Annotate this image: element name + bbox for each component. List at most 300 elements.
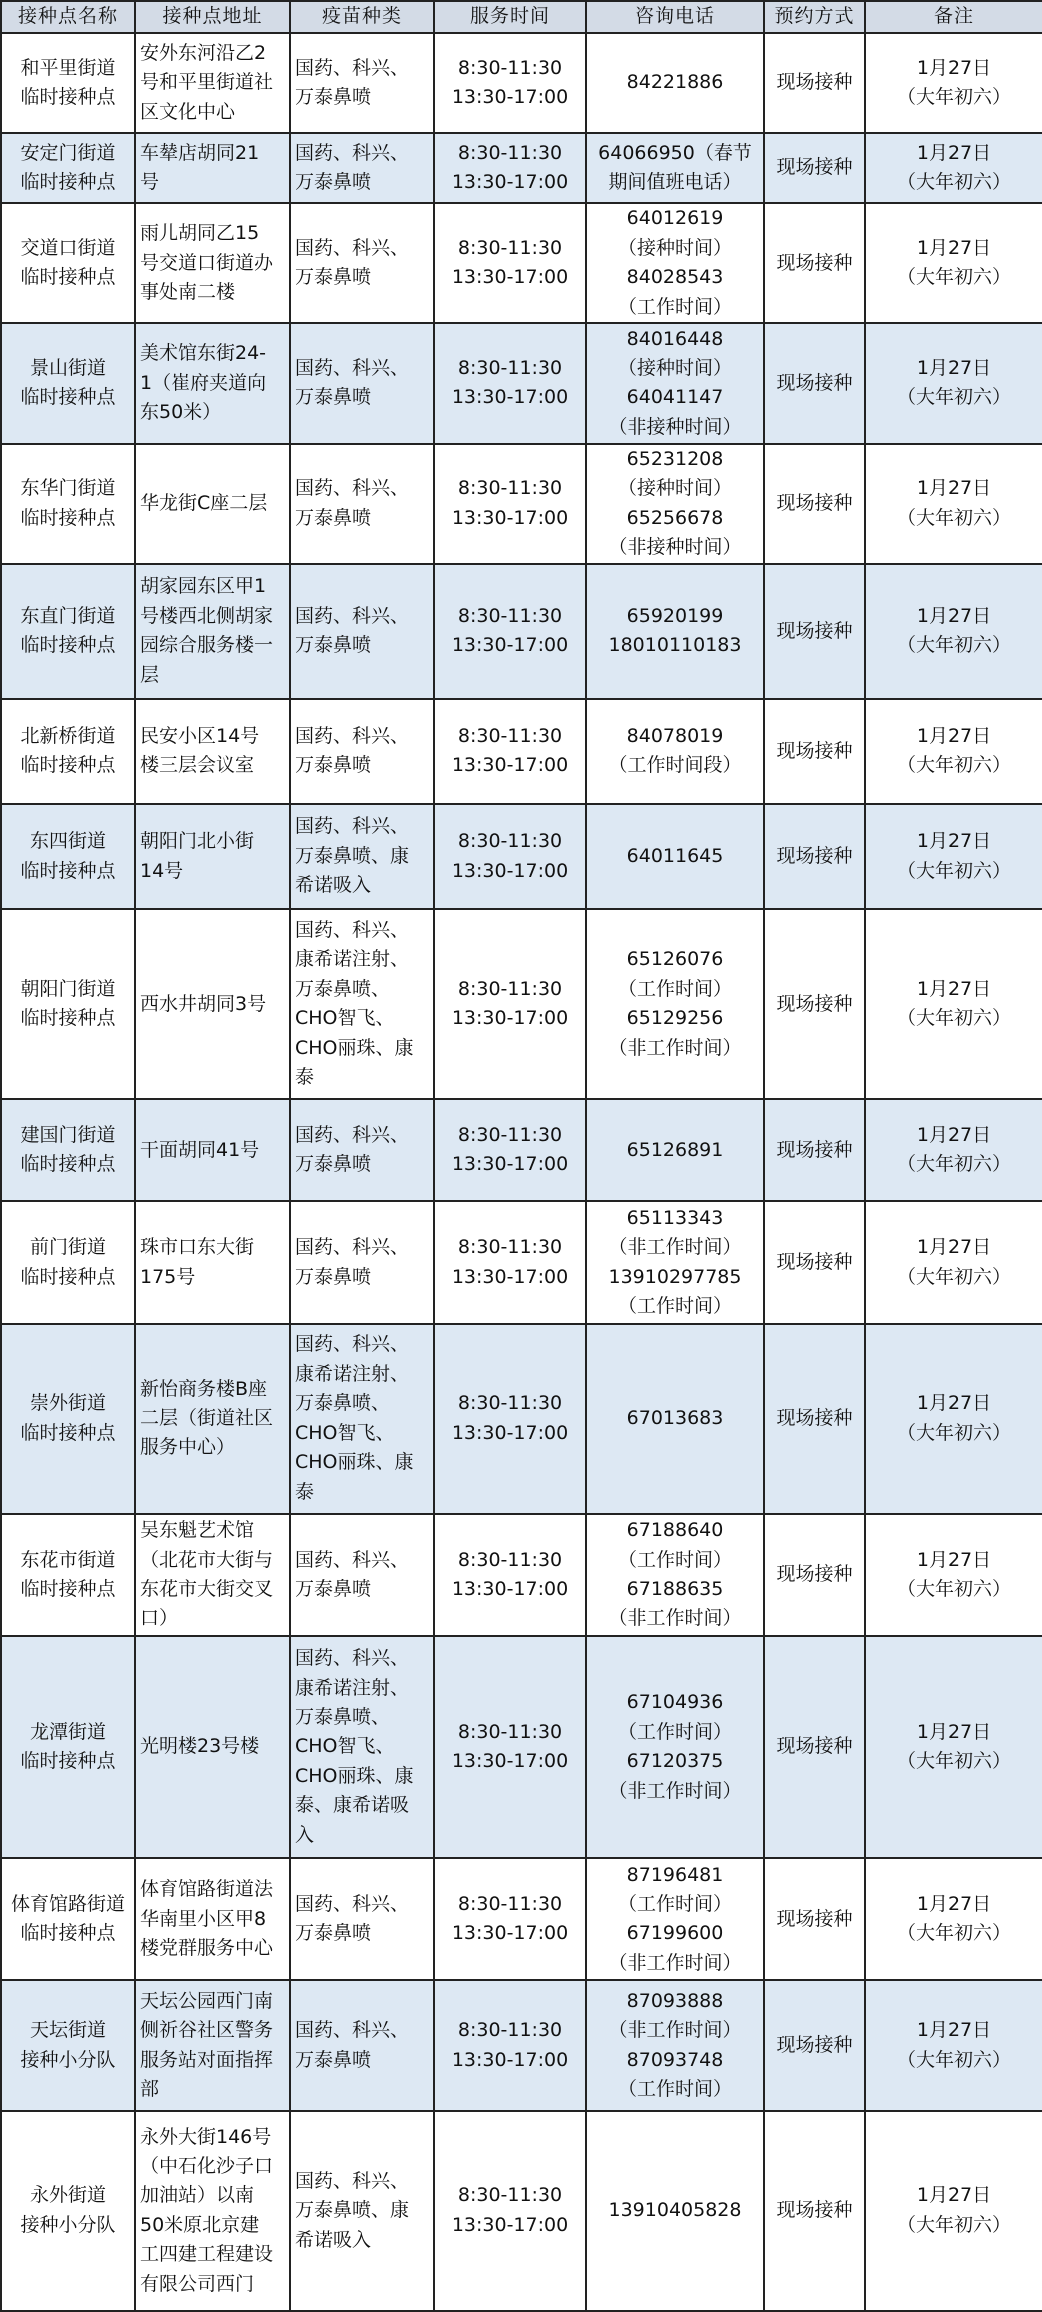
- phone-line: （非接种时间）: [608, 415, 742, 438]
- phone-cell: [586, 1324, 764, 1514]
- address-cell: [135, 1636, 290, 1858]
- vaccine-types-line: 泰、康希诺吸: [295, 1794, 410, 1817]
- address-line: 事处南二楼: [140, 281, 236, 303]
- address-line: 号交道口街道办: [140, 251, 274, 274]
- phone-line: （接种时间）: [617, 236, 732, 259]
- service-hours-cell: [434, 323, 586, 443]
- site-name-line: 安定门街道: [20, 141, 116, 164]
- phone-line: （非工作时间）: [608, 1236, 742, 1259]
- address-line: 号: [140, 171, 160, 194]
- address-cell: [135, 323, 290, 443]
- phone-cell: [586, 1201, 764, 1323]
- service-hours-line: 8:30-11:30: [457, 236, 563, 259]
- site-name-line: 交道口街道: [20, 236, 116, 259]
- remarks-line: 1月27日: [916, 477, 992, 500]
- remarks-cell: [865, 1201, 1042, 1323]
- service-hours-line: 13:30-17:00: [451, 266, 569, 289]
- remarks-line: （大年初六）: [896, 634, 1011, 657]
- phone-line: 65129256: [626, 1007, 724, 1030]
- vaccine-types-line: 入: [295, 1823, 315, 1846]
- remarks-line: 1月27日: [916, 357, 992, 379]
- site-name-line: 和平里街道: [20, 56, 116, 79]
- service-hours-line: 8:30-11:30: [457, 2019, 563, 2042]
- vaccine-types-line: 国药、科兴、: [295, 2019, 410, 2042]
- booking-method-cell: 现场接种: [764, 2111, 865, 2311]
- remarks-cell: [865, 203, 1042, 323]
- vaccine-types-line: 国药、科兴、: [295, 1333, 410, 1356]
- site-name-cell: [1, 203, 135, 323]
- vaccine-types-line: 万泰鼻喷、康: [295, 2199, 410, 2222]
- phone-line: 64066950（春节: [598, 141, 752, 164]
- vaccine-types-line: 康希诺注射、: [295, 948, 410, 971]
- site-name-line: 崇外街道: [29, 1392, 106, 1415]
- vaccine-types-line: 希诺吸入: [295, 2228, 372, 2251]
- address-line: （中石化沙子口: [140, 2154, 274, 2177]
- phone-line: 67013683: [626, 1407, 724, 1430]
- phone-line: （工作时间）: [617, 1548, 732, 1571]
- address-line: 号楼西北侧胡家: [140, 604, 274, 627]
- remarks-line: 1月27日: [916, 830, 992, 853]
- phone-line: （接种时间）: [617, 477, 732, 500]
- table-row: [1, 909, 1042, 1099]
- vaccine-types-line: 万泰鼻喷: [295, 506, 372, 529]
- phone-line: （工作时间段）: [608, 754, 742, 777]
- vaccine-types-line: 国药、科兴、: [295, 1548, 410, 1571]
- vaccine-types-line: 万泰鼻喷: [295, 2048, 372, 2071]
- phone-line: 84028543: [626, 266, 724, 289]
- table-body: [1, 33, 1042, 2311]
- header-site-name: 接种点名称: [1, 1, 135, 33]
- phone-line: （工作时间）: [617, 977, 732, 1000]
- site-name-line: 临时接种点: [20, 754, 116, 777]
- phone-line: 67188640: [626, 1519, 724, 1542]
- remarks-line: （大年初六）: [896, 1750, 1011, 1773]
- booking-method-cell: 现场接种: [764, 323, 865, 443]
- address-cell: [135, 1514, 290, 1636]
- booking-method-cell: 现场接种: [764, 1201, 865, 1323]
- phone-cell: [586, 2111, 764, 2311]
- service-hours-line: 8:30-11:30: [457, 724, 563, 747]
- site-name-line: 体育馆路街道: [10, 1892, 125, 1915]
- site-name-line: 北新桥街道: [20, 724, 116, 747]
- phone-line: 67120375: [626, 1750, 724, 1773]
- vaccine-types-line: 国药、科兴、: [295, 918, 410, 941]
- vaccine-types-line: 万泰鼻喷、: [295, 1706, 391, 1729]
- service-hours-cell: [434, 1980, 586, 2110]
- address-cell: [135, 1201, 290, 1323]
- vaccine-types-line: 国药、科兴、: [295, 141, 410, 164]
- address-line: 干面胡同41号: [140, 1138, 260, 1161]
- phone-line: 65126076: [626, 948, 724, 971]
- vaccine-types-line: 万泰鼻喷: [295, 754, 372, 777]
- remarks-cell: [865, 133, 1042, 203]
- table-row: [1, 1636, 1042, 1858]
- vaccine-types-line: 康希诺注射、: [295, 1676, 410, 1699]
- address-cell: [135, 2111, 290, 2311]
- vaccine-types-line: 万泰鼻喷: [295, 1577, 372, 1600]
- header-phone: 咨询电话: [586, 1, 764, 33]
- service-hours-line: 8:30-11:30: [457, 830, 563, 853]
- phone-cell: [586, 1636, 764, 1858]
- service-hours-cell: [434, 444, 586, 564]
- service-hours-cell: [434, 1636, 586, 1858]
- remarks-cell: [865, 699, 1042, 804]
- phone-cell: [586, 564, 764, 699]
- phone-line: 87093748: [626, 2048, 724, 2071]
- site-name-line: 临时接种点: [20, 1577, 116, 1600]
- site-name-cell: [1, 564, 135, 699]
- remarks-line: 1月27日: [916, 2184, 992, 2207]
- phone-line: 64041147: [626, 386, 724, 409]
- site-name-line: 临时接种点: [20, 1007, 116, 1030]
- site-name-line: 东花市街道: [20, 1548, 116, 1571]
- service-hours-line: 13:30-17:00: [451, 1421, 569, 1444]
- address-cell: [135, 804, 290, 909]
- phone-line: 64011645: [626, 844, 724, 867]
- vaccine-types-cell: [290, 1099, 434, 1201]
- table-row: [1, 2111, 1042, 2311]
- phone-line: 65113343: [626, 1206, 724, 1229]
- site-name-cell: [1, 33, 135, 133]
- vaccine-types-line: 国药、科兴、: [295, 236, 410, 259]
- remarks-line: （大年初六）: [896, 859, 1011, 882]
- table-row: [1, 804, 1042, 909]
- phone-line: 18010110183: [608, 634, 742, 657]
- service-hours-cell: [434, 804, 586, 909]
- service-hours-line: 13:30-17:00: [451, 1153, 569, 1176]
- service-hours-line: 8:30-11:30: [457, 56, 563, 79]
- booking-method-cell: 现场接种: [764, 444, 865, 564]
- site-name-line: 天坛街道: [29, 2019, 106, 2042]
- vaccine-types-line: CHO丽珠、康: [295, 1764, 414, 1787]
- phone-line: （非工作时间）: [608, 1036, 742, 1059]
- address-line: 美术馆东街24-: [140, 342, 267, 365]
- site-name-line: 接种小分队: [20, 2213, 116, 2236]
- remarks-line: 1月27日: [916, 1548, 992, 1571]
- site-name-cell: [1, 1201, 135, 1323]
- vaccine-types-line: 国药、科兴、: [295, 1236, 410, 1259]
- address-line: 加油站）以南: [140, 2184, 255, 2207]
- address-line: 车辇店胡同21: [140, 141, 260, 164]
- vaccine-types-line: 万泰鼻喷、康: [295, 844, 410, 867]
- vaccine-types-cell: [290, 1980, 434, 2110]
- service-hours-cell: [434, 564, 586, 699]
- service-hours-line: 8:30-11:30: [457, 604, 563, 627]
- site-name-line: 朝阳门街道: [20, 977, 116, 1000]
- phone-line: 64012619: [626, 207, 724, 230]
- phone-cell: [586, 1514, 764, 1636]
- phone-line: （工作时间）: [617, 295, 732, 318]
- address-line: 华南里小区甲8: [140, 1907, 267, 1930]
- address-line: 朝阳门北小街: [140, 830, 255, 853]
- vaccine-types-line: 万泰鼻喷: [295, 266, 372, 289]
- address-line: 工四建工程建设: [140, 2243, 274, 2266]
- site-name-line: 临时接种点: [20, 859, 116, 882]
- vaccine-types-line: 万泰鼻喷、: [295, 1392, 391, 1415]
- service-hours-cell: [434, 1099, 586, 1201]
- table-row: [1, 444, 1042, 564]
- address-cell: [135, 444, 290, 564]
- service-hours-line: 8:30-11:30: [457, 1720, 563, 1743]
- table-row: [1, 564, 1042, 699]
- booking-method-cell: 现场接种: [764, 133, 865, 203]
- address-line: 园综合服务楼一: [140, 634, 274, 657]
- remarks-line: （大年初六）: [896, 266, 1011, 289]
- table-row: [1, 1324, 1042, 1514]
- remarks-line: 1月27日: [916, 2019, 992, 2042]
- site-name-line: 永外街道: [29, 2184, 106, 2207]
- address-line: 口）: [140, 1607, 179, 1630]
- phone-line: （工作时间）: [617, 1294, 732, 1317]
- header-vaccine-types: 疫苗种类: [290, 1, 434, 33]
- address-line: 1（崔府夹道向: [140, 371, 267, 394]
- address-line: 服务站对面指挥: [140, 2048, 274, 2071]
- phone-line: 67188635: [626, 1577, 724, 1600]
- service-hours-line: 8:30-11:30: [457, 141, 563, 164]
- booking-method-cell: 现场接种: [764, 564, 865, 699]
- booking-method-cell: 现场接种: [764, 804, 865, 909]
- booking-method-cell: 现场接种: [764, 1514, 865, 1636]
- table-header-row: [1, 1, 1042, 33]
- vaccine-types-line: 国药、科兴、: [295, 2169, 410, 2192]
- vaccine-types-cell: [290, 323, 434, 443]
- site-name-line: 临时接种点: [20, 1750, 116, 1773]
- remarks-cell: [865, 1636, 1042, 1858]
- header-remarks: 备注: [865, 1, 1042, 33]
- remarks-line: 1月27日: [916, 1720, 992, 1743]
- address-line: 14号: [140, 859, 184, 882]
- remarks-line: （大年初六）: [896, 2213, 1011, 2236]
- service-hours-cell: [434, 1858, 586, 1980]
- site-name-line: 龙潭街道: [29, 1720, 106, 1743]
- remarks-line: （大年初六）: [896, 1265, 1011, 1288]
- remarks-cell: [865, 2111, 1042, 2311]
- site-name-cell: [1, 1980, 135, 2110]
- site-name-cell: [1, 1324, 135, 1514]
- table-row: [1, 33, 1042, 133]
- service-hours-line: 8:30-11:30: [457, 2184, 563, 2207]
- vaccine-types-cell: [290, 699, 434, 804]
- remarks-cell: [865, 804, 1042, 909]
- address-line: 体育馆路街道法: [140, 1878, 274, 1901]
- address-line: 永外大街146号: [140, 2125, 272, 2148]
- remarks-line: （大年初六）: [896, 1922, 1011, 1945]
- phone-line: （接种时间）: [617, 357, 732, 379]
- vaccine-types-line: 万泰鼻喷: [295, 1922, 372, 1945]
- address-line: 新怡商务楼B座: [140, 1377, 268, 1400]
- service-hours-line: 13:30-17:00: [451, 1007, 569, 1030]
- address-cell: [135, 564, 290, 699]
- remarks-cell: [865, 564, 1042, 699]
- vaccine-types-cell: [290, 1636, 434, 1858]
- vaccine-types-line: CHO丽珠、康: [295, 1036, 414, 1059]
- vaccine-types-cell: [290, 1514, 434, 1636]
- service-hours-line: 8:30-11:30: [457, 1236, 563, 1259]
- vaccine-types-cell: [290, 1201, 434, 1323]
- table-row: [1, 1514, 1042, 1636]
- service-hours-line: 13:30-17:00: [451, 506, 569, 529]
- site-name-line: 东直门街道: [20, 604, 116, 627]
- vaccine-types-line: 万泰鼻喷、: [295, 977, 391, 1000]
- service-hours-line: 13:30-17:00: [451, 634, 569, 657]
- site-name-cell: [1, 1858, 135, 1980]
- address-line: 民安小区14号: [140, 724, 260, 747]
- service-hours-line: 8:30-11:30: [457, 477, 563, 500]
- site-name-cell: [1, 804, 135, 909]
- vaccine-types-line: 万泰鼻喷: [295, 386, 372, 409]
- phone-line: （工作时间）: [617, 2077, 732, 2100]
- address-line: 东花市大街交叉: [140, 1577, 274, 1600]
- remarks-line: 1月27日: [916, 236, 992, 259]
- address-line: 胡家园东区甲1: [140, 575, 267, 598]
- address-line: 层: [140, 663, 160, 686]
- phone-line: 65231208: [626, 447, 724, 470]
- address-line: 有限公司西门: [140, 2272, 255, 2295]
- phone-line: （非工作时间）: [608, 1607, 742, 1630]
- phone-line: 65920199: [626, 604, 724, 627]
- vaccine-types-cell: [290, 1858, 434, 1980]
- remarks-cell: [865, 1514, 1042, 1636]
- vaccine-types-line: 万泰鼻喷: [295, 1153, 372, 1176]
- site-name-line: 临时接种点: [20, 171, 116, 194]
- service-hours-cell: [434, 1514, 586, 1636]
- phone-line: 84016448: [626, 327, 724, 350]
- address-cell: [135, 1324, 290, 1514]
- site-name-line: 接种小分队: [20, 2048, 116, 2071]
- site-name-line: 东四街道: [29, 830, 106, 853]
- phone-cell: [586, 133, 764, 203]
- remarks-line: 1月27日: [916, 141, 992, 164]
- remarks-line: 1月27日: [916, 724, 992, 747]
- phone-line: 87196481: [626, 1863, 724, 1886]
- vaccine-types-line: 国药、科兴、: [295, 604, 410, 627]
- phone-line: （工作时间）: [617, 1720, 732, 1743]
- remarks-cell: [865, 1980, 1042, 2110]
- site-name-cell: [1, 323, 135, 443]
- service-hours-line: 8:30-11:30: [457, 357, 563, 379]
- site-name-line: 东华门街道: [20, 477, 116, 500]
- remarks-line: 1月27日: [916, 604, 992, 627]
- remarks-line: 1月27日: [916, 977, 992, 1000]
- table-row: [1, 133, 1042, 203]
- address-line: 区文化中心: [140, 100, 236, 123]
- service-hours-line: 8:30-11:30: [457, 1392, 563, 1415]
- remarks-cell: [865, 323, 1042, 443]
- phone-line: （非工作时间）: [608, 1779, 742, 1802]
- address-line: 东50米）: [140, 401, 222, 424]
- remarks-line: （大年初六）: [896, 506, 1011, 529]
- remarks-line: （大年初六）: [896, 754, 1011, 777]
- phone-cell: [586, 909, 764, 1099]
- vaccine-types-cell: [290, 1324, 434, 1514]
- service-hours-line: 13:30-17:00: [451, 1577, 569, 1600]
- remarks-line: 1月27日: [916, 56, 992, 79]
- remarks-line: （大年初六）: [896, 171, 1011, 194]
- service-hours-line: 8:30-11:30: [457, 1548, 563, 1571]
- phone-line: 84221886: [626, 71, 724, 94]
- service-hours-cell: [434, 909, 586, 1099]
- address-line: 西水井胡同3号: [140, 992, 267, 1015]
- vaccine-types-line: CHO智飞、: [295, 1007, 395, 1030]
- address-cell: [135, 203, 290, 323]
- address-line: 部: [140, 2077, 160, 2100]
- site-name-line: 临时接种点: [20, 386, 116, 409]
- booking-method-cell: 现场接种: [764, 33, 865, 133]
- phone-line: 67199600: [626, 1922, 724, 1945]
- phone-line: （工作时间）: [617, 1892, 732, 1915]
- phone-line: （非工作时间）: [608, 2019, 742, 2042]
- remarks-line: （大年初六）: [896, 1007, 1011, 1030]
- address-line: 50米原北京建: [140, 2213, 260, 2236]
- site-name-line: 前门街道: [29, 1236, 106, 1259]
- site-name-cell: [1, 699, 135, 804]
- phone-line: （非工作时间）: [608, 1951, 742, 1974]
- vaccine-types-line: 国药、科兴、: [295, 815, 410, 838]
- service-hours-cell: [434, 1324, 586, 1514]
- service-hours-line: 13:30-17:00: [451, 1750, 569, 1773]
- phone-cell: [586, 804, 764, 909]
- table-row: [1, 699, 1042, 804]
- remarks-cell: [865, 1324, 1042, 1514]
- header-address: 接种点地址: [135, 1, 290, 33]
- service-hours-cell: [434, 699, 586, 804]
- remarks-cell: [865, 1858, 1042, 1980]
- vaccine-types-line: 国药、科兴、: [295, 357, 410, 379]
- booking-method-cell: 现场接种: [764, 1099, 865, 1201]
- vaccine-types-line: CHO智飞、: [295, 1421, 395, 1444]
- remarks-line: （大年初六）: [896, 386, 1011, 409]
- address-line: 服务中心）: [140, 1436, 236, 1459]
- site-name-line: 临时接种点: [20, 506, 116, 529]
- phone-cell: [586, 203, 764, 323]
- service-hours-line: 13:30-17:00: [451, 1265, 569, 1288]
- remarks-line: （大年初六）: [896, 1153, 1011, 1176]
- address-line: 华龙街C座二层: [140, 491, 268, 514]
- address-line: 光明楼23号楼: [140, 1735, 260, 1758]
- site-name-cell: [1, 133, 135, 203]
- phone-line: 13910297785: [608, 1265, 742, 1288]
- vaccine-types-line: 万泰鼻喷: [295, 171, 372, 194]
- vaccine-types-line: 国药、科兴、: [295, 56, 410, 79]
- phone-cell: [586, 444, 764, 564]
- phone-cell: [586, 1099, 764, 1201]
- vaccine-types-line: CHO丽珠、康: [295, 1451, 414, 1474]
- site-name-cell: [1, 444, 135, 564]
- remarks-cell: [865, 909, 1042, 1099]
- address-line: 吴东魁艺术馆: [140, 1519, 255, 1542]
- table-row: [1, 323, 1042, 443]
- phone-line: 84078019: [626, 724, 724, 747]
- site-name-line: 临时接种点: [20, 1153, 116, 1176]
- address-cell: [135, 133, 290, 203]
- phone-cell: [586, 1858, 764, 1980]
- vaccine-types-cell: [290, 444, 434, 564]
- service-hours-line: 13:30-17:00: [451, 1922, 569, 1945]
- service-hours-cell: [434, 133, 586, 203]
- site-name-cell: [1, 1636, 135, 1858]
- table-row: [1, 1099, 1042, 1201]
- service-hours-line: 13:30-17:00: [451, 859, 569, 882]
- address-cell: [135, 1099, 290, 1201]
- site-name-line: 景山街道: [29, 357, 106, 379]
- service-hours-line: 8:30-11:30: [457, 1892, 563, 1915]
- booking-method-cell: 现场接种: [764, 1636, 865, 1858]
- table-row: [1, 203, 1042, 323]
- vaccine-types-line: 国药、科兴、: [295, 1647, 410, 1670]
- phone-line: 67104936: [626, 1691, 724, 1714]
- address-line: 楼党群服务中心: [140, 1937, 274, 1960]
- service-hours-line: 13:30-17:00: [451, 754, 569, 777]
